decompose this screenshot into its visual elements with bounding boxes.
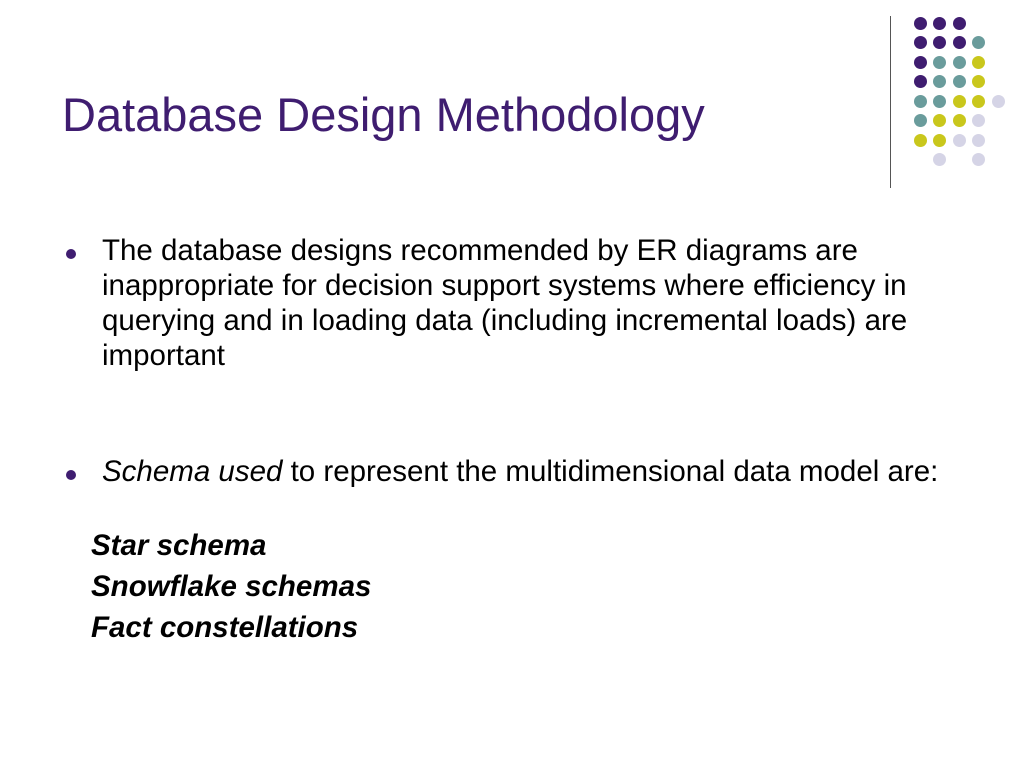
bullet-text: The database designs recommended by ER diagrams are inappropriate for decision support systems where efficiency in querying and in loading data (including incremental loads) are important — [102, 234, 908, 372]
schema-item-snowflake: Snowflake schemas — [91, 570, 372, 603]
bullet-dot-icon — [66, 470, 76, 480]
slide-title: Database Design Methodology — [62, 88, 705, 141]
schema-item-fact-constellations: Fact constellations — [91, 611, 359, 644]
bullet-text-rest: to represent the multidimensional data model are: — [282, 455, 939, 488]
bullet-dot-icon — [66, 249, 76, 259]
schema-item-star: Star schema — [91, 529, 267, 562]
bullet-text — [102, 454, 952, 489]
bullet-emphasis: Schema used — [102, 455, 283, 488]
